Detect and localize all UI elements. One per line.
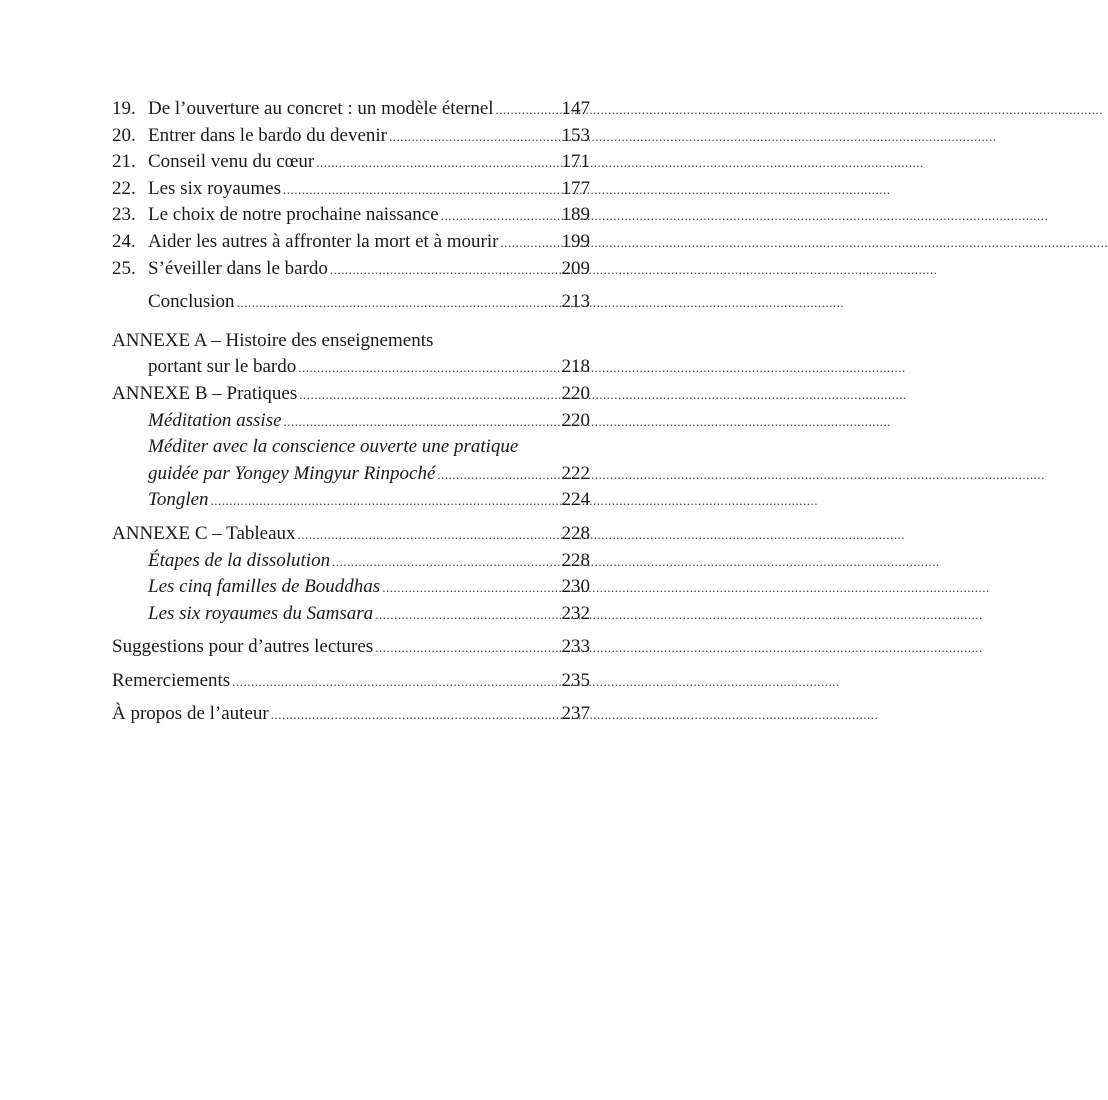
dot-leader	[330, 257, 536, 284]
spacer	[112, 316, 590, 328]
toc-entry-chapter-22[interactable]	[112, 176, 590, 203]
toc-entry-annex-a-line2[interactable]	[112, 354, 590, 381]
toc-entry-mediter-line1[interactable]	[112, 434, 590, 461]
chapter-number: 20.	[112, 124, 136, 146]
spacer	[112, 282, 590, 289]
toc-entry-chapter-21[interactable]	[112, 149, 590, 176]
dot-leader	[375, 602, 536, 629]
toc-entry-annex-a-line1[interactable]	[112, 328, 590, 355]
spacer	[112, 694, 590, 701]
page-number: 230	[561, 576, 590, 598]
entry-title: Suggestions pour d’autres lectures	[112, 636, 374, 658]
dot-leader	[437, 462, 536, 489]
toc-entry-suggestions[interactable]	[112, 634, 590, 661]
toc-entry-six-royaumes-samsara[interactable]	[112, 601, 590, 628]
toc-entry-chapter-20[interactable]	[112, 123, 590, 150]
page-number: 233	[561, 636, 590, 658]
toc-entry-meditation-assise[interactable]	[112, 408, 590, 435]
toc-entry-etapes-dissolution[interactable]	[112, 548, 590, 575]
chapter-title: S’éveiller dans le bardo	[148, 257, 328, 279]
entry-title: Conclusion	[148, 291, 235, 313]
chapter-number: 23.	[112, 204, 136, 226]
page-number: 228	[561, 549, 590, 571]
chapter-number: 24.	[112, 230, 136, 252]
page-number: 213	[561, 291, 590, 313]
page-number: 228	[561, 522, 590, 544]
entry-title: Étapes de la dissolution	[148, 549, 331, 571]
toc-entry-chapter-24[interactable]	[112, 229, 590, 256]
spacer	[112, 661, 590, 668]
page-number: 218	[561, 356, 590, 378]
toc-entry-conclusion[interactable]	[112, 289, 590, 316]
chapter-number: 19.	[112, 98, 136, 119]
chapter-title: Conseil venu du cœur	[148, 151, 315, 173]
dot-leader	[298, 355, 536, 382]
toc-entry-remerciements[interactable]	[112, 668, 590, 695]
dot-leader	[232, 669, 536, 696]
page-number: 171	[561, 151, 590, 173]
chapter-title: Le choix de notre prochaine naissance	[148, 204, 439, 226]
dot-leader	[211, 488, 536, 515]
entry-title: Les six royaumes du Samsara	[148, 602, 374, 624]
spacer	[112, 627, 590, 634]
toc-entry-cinq-familles[interactable]	[112, 574, 590, 601]
page-number: 222	[561, 462, 590, 484]
dot-leader	[500, 230, 536, 257]
chapter-title: Aider les autres à affronter la mort et à mourir	[148, 230, 499, 252]
page-number: 177	[561, 177, 590, 199]
entry-title: Les cinq familles de Bouddhas	[148, 576, 381, 598]
page-number: 232	[561, 602, 590, 624]
dot-leader	[389, 124, 536, 151]
toc-entry-chapter-19[interactable]	[112, 96, 590, 123]
dot-leader	[496, 97, 536, 124]
annex-title-continued: portant sur le bardo	[148, 356, 297, 378]
chapter-title: Les six royaumes	[148, 177, 281, 199]
entry-title: Méditer avec la conscience ouverte une pratique	[148, 436, 519, 458]
annex-title: ANNEXE C – Tableaux	[112, 522, 296, 544]
toc-entry-annex-b[interactable]	[112, 381, 590, 408]
entry-title: À propos de l’auteur	[112, 703, 269, 725]
dot-leader	[316, 150, 536, 177]
toc-entry-mediter-line2[interactable]	[112, 461, 590, 488]
entry-title: Tonglen	[148, 489, 209, 511]
toc-entry-tonglen[interactable]	[112, 487, 590, 514]
chapter-number: 25.	[112, 257, 136, 279]
toc-entry-annex-c[interactable]	[112, 521, 590, 548]
toc-entry-chapter-23[interactable]	[112, 202, 590, 229]
page-number: 224	[561, 489, 590, 511]
chapter-title: Entrer dans le bardo du devenir	[148, 124, 387, 146]
page-number: 237	[561, 703, 590, 725]
dot-leader	[375, 635, 536, 662]
annex-title: ANNEXE A – Histoire des enseignements	[112, 329, 434, 351]
table-of-contents	[112, 96, 590, 728]
toc-entry-about-author[interactable]	[112, 701, 590, 728]
dot-leader	[382, 575, 536, 602]
spacer	[112, 514, 590, 521]
page-number: 209	[561, 257, 590, 279]
chapter-number: 22.	[112, 177, 136, 199]
entry-title: Méditation assise	[148, 409, 282, 431]
dot-leader	[441, 203, 536, 230]
dot-leader	[271, 702, 536, 729]
annex-title: ANNEXE B – Pratiques	[112, 382, 298, 404]
entry-title: Remerciements	[112, 669, 231, 691]
page-number: 220	[561, 409, 590, 431]
page-number: 147	[561, 98, 590, 119]
dot-leader	[298, 522, 536, 549]
dot-leader	[332, 549, 536, 576]
page-number: 199	[561, 230, 590, 252]
dot-leader	[299, 382, 536, 409]
page-number: 153	[561, 124, 590, 146]
entry-title-continued: guidée par Yongey Mingyur Rinpoché	[148, 462, 436, 484]
dot-leader	[237, 290, 536, 317]
toc-entry-chapter-25[interactable]	[112, 256, 590, 283]
chapter-title: De l’ouverture au concret : un modèle éternel	[148, 98, 494, 119]
dot-leader	[283, 177, 536, 204]
page-number: 220	[561, 382, 590, 404]
page-number: 235	[561, 669, 590, 691]
page-number: 189	[561, 204, 590, 226]
dot-leader	[284, 409, 536, 436]
chapter-number: 21.	[112, 151, 136, 173]
